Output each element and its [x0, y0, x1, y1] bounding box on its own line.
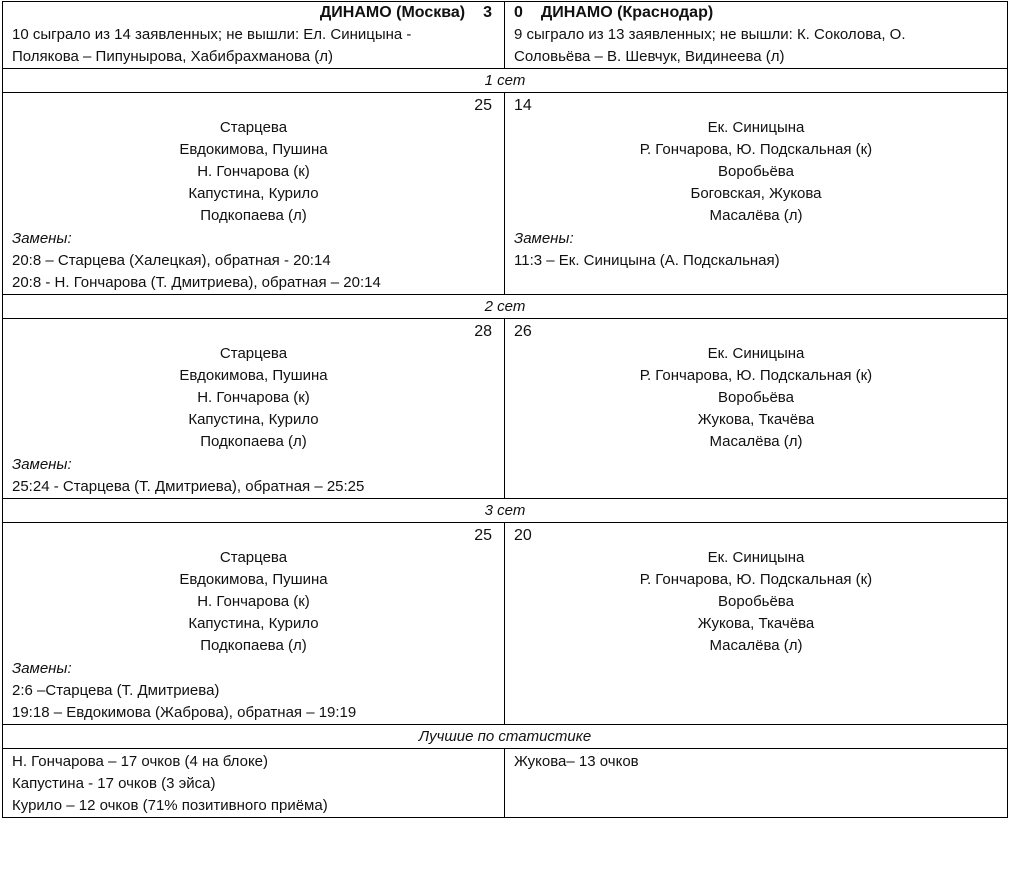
- set-3-home-lineup: [12, 547, 495, 657]
- lineup-player: Капустина, Курило: [188, 185, 319, 202]
- substitution-line: 20:8 – Старцева (Халецкая), обратная - 20:14: [12, 252, 331, 269]
- home-team-name: ДИНАМО (Москва): [319, 4, 466, 21]
- set-1-title-row: [3, 69, 1008, 93]
- lineup-player: Подкопаева (л): [200, 637, 307, 654]
- set-3-away-lineup: [514, 547, 998, 657]
- set-2-away-score: 26: [514, 323, 532, 340]
- lineup-player: Воробьёва: [718, 593, 794, 610]
- set-3-title: 3 сет: [3, 499, 1008, 523]
- lineup-player: Р. Гончарова, Ю. Подскальная (к): [639, 367, 873, 384]
- best-title-row: [3, 725, 1008, 749]
- set-1-title: 1 сет: [3, 69, 1008, 93]
- best-player-line: Курило – 12 очков (71% позитивного приёма): [12, 797, 328, 814]
- lineup-player: Н. Гончарова (к): [197, 163, 310, 180]
- away-roster-note-line2: Соловьёва – В. Шевчук, Видинеева (л): [514, 48, 785, 65]
- set-1-home-cell: [3, 93, 505, 295]
- match-report-table: [2, 1, 1008, 818]
- substitution-line: 25:24 - Старцева (Т. Дмитриева), обратная – 25:25: [12, 478, 365, 495]
- lineup-player: Старцева: [219, 345, 288, 362]
- home-team-header: [3, 2, 505, 69]
- lineup-player: Масалёва (л): [709, 637, 803, 654]
- set-2-home-score: 28: [474, 323, 492, 340]
- lineup-player: Подкопаева (л): [200, 207, 307, 224]
- away-team-name: ДИНАМО (Краснодар): [540, 4, 714, 21]
- set-2-home-subs-label: Замены:: [12, 456, 72, 473]
- home-roster-note-line1: 10 сыграло из 14 заявленных; не вышли: Ел. Синицына -: [12, 26, 412, 43]
- set-3-home-score: 25: [474, 527, 492, 544]
- lineup-player: Старцева: [219, 549, 288, 566]
- set-1-away-subs-label: Замены:: [514, 230, 574, 247]
- lineup-player: Р. Гончарова, Ю. Подскальная (к): [639, 141, 873, 158]
- lineup-player: Масалёва (л): [709, 207, 803, 224]
- substitution-line: 19:18 – Евдокимова (Жаброва), обратная – 19:19: [12, 704, 357, 721]
- set-1-home-lineup: [12, 117, 495, 227]
- home-match-score: 3: [483, 4, 492, 21]
- match-header-row: [3, 2, 1008, 69]
- best-player-line: Н. Гончарова – 17 очков (4 на блоке): [12, 753, 269, 770]
- set-3-row: [3, 523, 1008, 725]
- set-1-away-score: 14: [514, 97, 532, 114]
- best-player-line: Жукова– 13 очков: [514, 753, 639, 770]
- set-2-away-cell: [505, 319, 1008, 499]
- lineup-player: Р. Гончарова, Ю. Подскальная (к): [639, 571, 873, 588]
- lineup-player: Н. Гончарова (к): [197, 389, 310, 406]
- lineup-player: Воробьёва: [718, 389, 794, 406]
- set-1-away-cell: [505, 93, 1008, 295]
- set-3-home-subs-label: Замены:: [12, 660, 72, 677]
- set-1-away-lineup: [514, 117, 998, 227]
- away-roster-note-line1: 9 сыграло из 13 заявленных; не вышли: К. Соколова, О.: [514, 26, 906, 43]
- lineup-player: Евдокимова, Пушина: [179, 141, 328, 158]
- set-2-row: [3, 319, 1008, 499]
- set-2-away-lineup: [514, 343, 998, 453]
- lineup-player: Капустина, Курило: [188, 615, 319, 632]
- best-row: [3, 749, 1008, 818]
- lineup-player: Жукова, Ткачёва: [697, 615, 815, 632]
- set-2-home-cell: [3, 319, 505, 499]
- lineup-player: Старцева: [219, 119, 288, 136]
- substitution-line: 11:3 – Ек. Синицына (А. Подскальная): [514, 252, 780, 269]
- lineup-player: Ек. Синицына: [707, 119, 805, 136]
- set-2-home-lineup: [12, 343, 495, 453]
- set-1-row: [3, 93, 1008, 295]
- lineup-player: Боговская, Жукова: [690, 185, 822, 202]
- set-2-title-row: [3, 295, 1008, 319]
- lineup-player: Воробьёва: [718, 163, 794, 180]
- substitution-line: 2:6 –Старцева (Т. Дмитриева): [12, 682, 220, 699]
- set-2-title: 2 сет: [3, 295, 1008, 319]
- away-team-header: [505, 2, 1008, 69]
- home-roster-note-line2: Полякова – Пипунырова, Хабибрахманова (л): [12, 48, 333, 65]
- best-title: Лучшие по статистике: [3, 725, 1008, 749]
- best-home-cell: [3, 749, 505, 818]
- lineup-player: Евдокимова, Пушина: [179, 571, 328, 588]
- lineup-player: Н. Гончарова (к): [197, 593, 310, 610]
- substitution-line: 20:8 - Н. Гончарова (Т. Дмитриева), обратная – 20:14: [12, 274, 381, 291]
- set-3-away-cell: [505, 523, 1008, 725]
- lineup-player: Евдокимова, Пушина: [179, 367, 328, 384]
- set-3-home-cell: [3, 523, 505, 725]
- set-3-title-row: [3, 499, 1008, 523]
- lineup-player: Масалёва (л): [709, 433, 803, 450]
- lineup-player: Жукова, Ткачёва: [697, 411, 815, 428]
- lineup-player: Ек. Синицына: [707, 549, 805, 566]
- best-player-line: Капустина - 17 очков (3 эйса): [12, 775, 216, 792]
- lineup-player: Капустина, Курило: [188, 411, 319, 428]
- away-match-score: 0: [514, 4, 523, 21]
- set-1-home-subs-label: Замены:: [12, 230, 72, 247]
- best-away-cell: [505, 749, 1008, 818]
- set-3-away-score: 20: [514, 527, 532, 544]
- lineup-player: Ек. Синицына: [707, 345, 805, 362]
- lineup-player: Подкопаева (л): [200, 433, 307, 450]
- set-1-home-score: 25: [474, 97, 492, 114]
